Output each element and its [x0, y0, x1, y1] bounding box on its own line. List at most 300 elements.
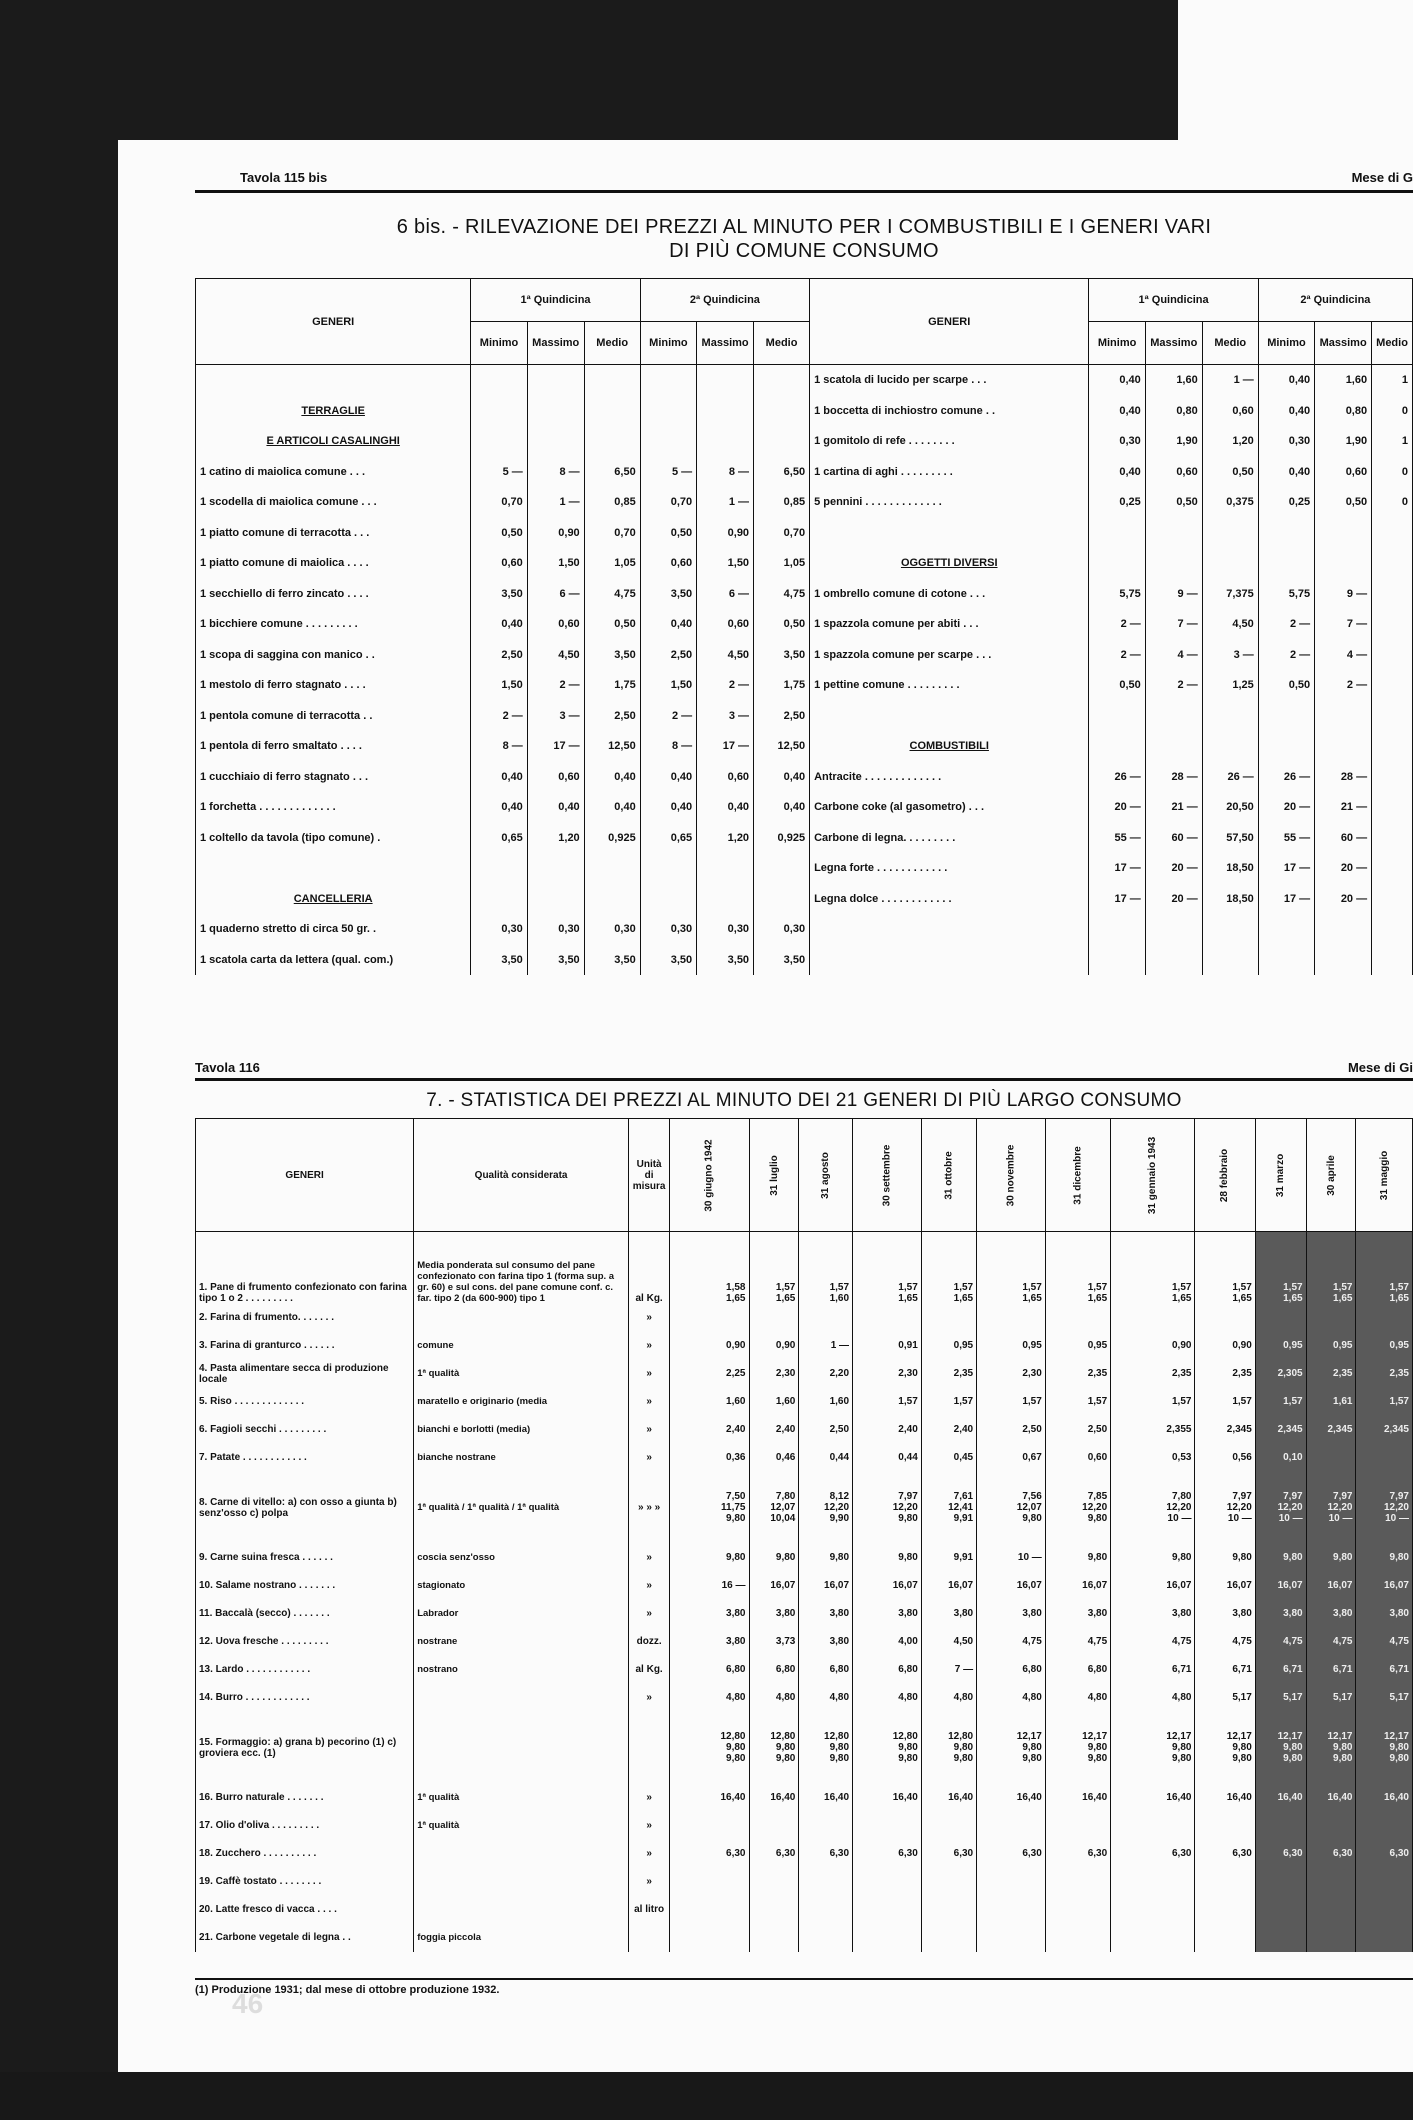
price-cell [921, 1924, 976, 1952]
price-line: 9,80 [1022, 1742, 1042, 1753]
price-cell: 1,05 [584, 548, 640, 579]
price-cell: 2,50 [977, 1416, 1046, 1444]
price-cell: 20 — [1315, 884, 1372, 915]
qualita-label: foggia piccola [414, 1924, 629, 1952]
table2-row [196, 1332, 1413, 1360]
section-title-right: OGGETTI DIVERSI [810, 548, 1089, 579]
table2-row [196, 1544, 1413, 1572]
price-cell: 0,70 [640, 487, 696, 518]
price-cell: 9,80 [1111, 1544, 1195, 1572]
price-cell: 2,345 [1255, 1416, 1306, 1444]
price-line: 12,80 [824, 1731, 850, 1742]
item-label-left: 1 bicchiere comune . . . . . . . . . [196, 609, 471, 640]
price-line: 9,80 [1087, 1753, 1108, 1764]
price-cell [1372, 792, 1413, 823]
price-cell [1045, 1472, 1110, 1544]
price-line: 9,80 [1333, 1753, 1353, 1764]
empty-cell [810, 914, 1089, 945]
price-cell: 6,30 [921, 1840, 976, 1868]
price-cell: 0,40 [584, 762, 640, 793]
price-cell: 9,91 [921, 1544, 976, 1572]
price-line: 1,65 [1283, 1292, 1303, 1304]
price-cell: 0,67 [977, 1444, 1046, 1472]
price-line: 9,80 [1333, 1742, 1353, 1753]
empty-cell [1315, 701, 1372, 732]
price-cell: 0,25 [1258, 487, 1314, 518]
price-line: 9,80 [1232, 1742, 1252, 1753]
unita-label: » [628, 1388, 669, 1416]
col-medio: Medio [1202, 322, 1258, 365]
table1-row [196, 731, 1413, 762]
price-cell [670, 1472, 749, 1544]
price-cell: 20,50 [1202, 792, 1258, 823]
table1-row [196, 823, 1413, 854]
table2-row [196, 1684, 1413, 1712]
price-cell [799, 1896, 853, 1924]
genere-label: 17. Olio d'oliva . . . . . . . . . [196, 1812, 414, 1840]
price-cell: 0,95 [1356, 1332, 1413, 1360]
price-line: 9,80 [726, 1513, 746, 1524]
price-cell [749, 1232, 799, 1304]
table2-row [196, 1472, 1413, 1544]
price-cell [1356, 1896, 1413, 1924]
price-line: 9,80 [1087, 1742, 1108, 1753]
price-cell: 0,40 [471, 762, 527, 793]
col-date-label: 30 novembre [1005, 1144, 1017, 1206]
price-cell: 5,17 [1255, 1684, 1306, 1712]
price-cell: 0,50 [1315, 487, 1372, 518]
price-cell: 1,57 [1111, 1388, 1195, 1416]
price-cell: 0,50 [1145, 487, 1202, 518]
genere-label: 21. Carbone vegetale di legna . . [196, 1924, 414, 1952]
price-cell: 26 — [1258, 762, 1314, 793]
table1-title-line2: DI PIÙ COMUNE CONSUMO [669, 240, 939, 262]
price-cell: 9,80 [1045, 1544, 1110, 1572]
unita-label: » [628, 1784, 669, 1812]
item-label-left: 1 piatto comune di terracotta . . . [196, 518, 471, 549]
price-cell: 2 — [527, 670, 584, 701]
price-cell [1045, 1304, 1110, 1332]
empty-cell [1258, 945, 1314, 976]
price-line: 1,57 [1022, 1281, 1042, 1293]
price-cell: 0,40 [471, 609, 527, 640]
col-minimo: Minimo [471, 322, 527, 365]
price-cell: 0,30 [527, 914, 584, 945]
price-cell [977, 1232, 1046, 1304]
price-cell: 3,80 [799, 1600, 853, 1628]
price-cell: 0,30 [471, 914, 527, 945]
price-cell [749, 1304, 799, 1332]
price-cell: 7,375 [1202, 579, 1258, 610]
price-cell: 0,80 [1145, 396, 1202, 427]
empty-cell [471, 426, 527, 457]
price-cell: 3,50 [640, 945, 696, 976]
price-line: 7,85 [1087, 1491, 1108, 1502]
price-cell: 3,50 [640, 579, 696, 610]
price-cell: 3,50 [697, 945, 754, 976]
price-cell: 4,75 [1111, 1628, 1195, 1656]
table1-row [196, 853, 1413, 884]
price-cell [670, 1812, 749, 1840]
price-cell: 0,50 [471, 518, 527, 549]
price-cell: 2,50 [640, 640, 696, 671]
price-cell: 2 — [1089, 640, 1145, 671]
price-line: 7,50 [726, 1491, 746, 1502]
price-line: 12,07 [1016, 1502, 1042, 1513]
empty-cell [1372, 914, 1413, 945]
price-cell: 2 — [697, 670, 754, 701]
empty-cell [640, 853, 696, 884]
price-cell [1306, 1444, 1356, 1472]
price-cell: 6,30 [1111, 1840, 1195, 1868]
price-cell [1195, 1812, 1255, 1840]
price-line: 9,80 [1171, 1753, 1192, 1764]
col-date-label: 30 giugno 1942 [703, 1138, 715, 1212]
price-cell: 16,07 [749, 1572, 799, 1600]
price-cell: 0,40 [640, 609, 696, 640]
price-line: 1,60 [829, 1292, 850, 1304]
price-cell: 0,60 [640, 548, 696, 579]
genere-label: 11. Baccalà (secco) . . . . . . . [196, 1600, 414, 1628]
price-cell: 2 — [1258, 609, 1314, 640]
empty-cell [1372, 518, 1413, 549]
price-line: 1,65 [1232, 1292, 1252, 1304]
price-cell: 9,80 [799, 1544, 853, 1572]
price-line: 12,17 [1327, 1731, 1353, 1742]
empty-cell [1202, 518, 1258, 549]
price-cell: 4,75 [1195, 1628, 1255, 1656]
genere-label: 7. Patate . . . . . . . . . . . . [196, 1444, 414, 1472]
price-cell: 3,80 [1195, 1600, 1255, 1628]
empty-cell [1145, 701, 1202, 732]
empty-cell [1315, 548, 1372, 579]
price-cell: 2 — [1089, 609, 1145, 640]
price-cell: 0,53 [1111, 1444, 1195, 1472]
price-line: 9,80 [726, 1742, 746, 1753]
price-cell [1195, 1232, 1255, 1304]
section-title-right: COMBUSTIBILI [810, 731, 1089, 762]
col-generi-left: GENERI [196, 279, 471, 365]
col-date [670, 1119, 749, 1232]
price-cell: 16,40 [749, 1784, 799, 1812]
price-cell: 5 — [640, 457, 696, 488]
empty-cell [1258, 548, 1314, 579]
price-cell: 0,925 [584, 823, 640, 854]
price-cell: 16,40 [1255, 1784, 1306, 1812]
table1-row [196, 640, 1413, 671]
col-date-label: 31 maggio [1378, 1150, 1390, 1200]
price-cell [1372, 853, 1413, 884]
table2-title: 7. - STATISTICA DEI PREZZI AL MINUTO DEI 21 GENERI DI PIÙ LARGO CONSUMO [426, 1090, 1182, 1111]
col-date [853, 1119, 922, 1232]
price-cell [1045, 1924, 1110, 1952]
price-cell: 9,80 [749, 1544, 799, 1572]
price-line: 9,80 [1022, 1513, 1042, 1524]
item-label-left: 1 pentola comune di terracotta . . [196, 701, 471, 732]
empty-cell [697, 853, 754, 884]
empty-cell [754, 365, 810, 396]
empty-cell [810, 701, 1089, 732]
price-cell [1356, 1868, 1413, 1896]
price-line: 7,97 [1232, 1491, 1252, 1502]
price-cell: 16,07 [1045, 1572, 1110, 1600]
price-cell: 9,80 [1306, 1544, 1356, 1572]
price-line: 1,57 [1171, 1281, 1192, 1293]
price-cell: 0,50 [1089, 670, 1145, 701]
col-date-label: 31 marzo [1275, 1153, 1287, 1197]
price-cell: 16,40 [1195, 1784, 1255, 1812]
price-cell: 2,35 [921, 1360, 976, 1388]
price-cell: 1,60 [749, 1388, 799, 1416]
price-cell: 9,80 [1255, 1544, 1306, 1572]
price-line: 12,17 [1277, 1731, 1303, 1742]
price-cell: 6,30 [977, 1840, 1046, 1868]
col-date-label: 31 gennaio 1943 [1147, 1136, 1159, 1214]
price-cell: 2,345 [1306, 1416, 1356, 1444]
price-cell [921, 1472, 976, 1544]
price-line: 12,20 [1383, 1502, 1409, 1513]
price-cell: 2,50 [799, 1416, 853, 1444]
empty-cell [584, 884, 640, 915]
price-cell: 3,80 [670, 1628, 749, 1656]
price-cell: 4,80 [977, 1684, 1046, 1712]
price-cell: 0,70 [471, 487, 527, 518]
price-cell [1045, 1232, 1110, 1304]
price-cell: 8 — [697, 457, 754, 488]
price-cell: 4,50 [1202, 609, 1258, 640]
price-cell: 16,40 [1306, 1784, 1356, 1812]
price-cell [1356, 1472, 1413, 1544]
price-cell: 3 — [1202, 640, 1258, 671]
col-date-label: 30 aprile [1325, 1154, 1337, 1196]
price-line: 1,57 [1333, 1281, 1353, 1293]
price-cell: 0,60 [697, 609, 754, 640]
price-cell: 16,07 [799, 1572, 853, 1600]
col-unita: Unità di misura [628, 1119, 669, 1232]
price-cell: 0,40 [527, 792, 584, 823]
price-cell: 10 — [977, 1544, 1046, 1572]
genere-label: 10. Salame nostrano . . . . . . . [196, 1572, 414, 1600]
price-cell: 16,40 [799, 1784, 853, 1812]
price-cell: 55 — [1258, 823, 1314, 854]
qualita-label: coscia senz'osso [414, 1544, 629, 1572]
price-cell: 6,30 [749, 1840, 799, 1868]
price-cell: 0,90 [1111, 1332, 1195, 1360]
unita-label: » [628, 1600, 669, 1628]
price-cell: 1,75 [754, 670, 810, 701]
price-cell: 16,07 [977, 1572, 1046, 1600]
price-cell [1372, 823, 1413, 854]
price-cell: 2,345 [1356, 1416, 1413, 1444]
scan-dark-border-top [118, 0, 1178, 140]
price-cell [1356, 1924, 1413, 1952]
qualita-label: Media ponderata sul consumo del pane confezionato con farina tipo 1 (forma sup. a gr. 60) e sul cons. del pane comune conf. c. far. tipo 2 (da 600-900) tipo 1 [414, 1232, 629, 1304]
price-cell [799, 1712, 853, 1784]
price-cell [1111, 1812, 1195, 1840]
price-line: 12,41 [948, 1502, 974, 1513]
price-cell [1255, 1472, 1306, 1544]
price-line: 9,80 [1283, 1753, 1303, 1764]
price-cell [670, 1304, 749, 1332]
price-cell: 6,71 [1306, 1656, 1356, 1684]
empty-cell [1372, 731, 1413, 762]
price-cell: 1 — [799, 1332, 853, 1360]
col-generi-right: GENERI [810, 279, 1089, 365]
table1-row [196, 579, 1413, 610]
price-line: 9,80 [726, 1753, 746, 1764]
price-cell: 3,50 [471, 579, 527, 610]
table1-row [196, 884, 1413, 915]
table1-row [196, 426, 1413, 457]
price-cell [670, 1924, 749, 1952]
price-cell: 4,75 [1255, 1628, 1306, 1656]
qualita-label [414, 1896, 629, 1924]
table2-row [196, 1628, 1413, 1656]
price-cell: 2,50 [754, 701, 810, 732]
price-line: 1,57 [1389, 1281, 1409, 1293]
price-cell [1356, 1232, 1413, 1304]
price-cell: 0,40 [754, 792, 810, 823]
empty-cell [1089, 701, 1145, 732]
price-cell: 6,30 [799, 1840, 853, 1868]
price-line: 1,65 [1022, 1292, 1042, 1304]
table2-row [196, 1712, 1413, 1784]
col-date [1255, 1119, 1306, 1232]
col-date-label: 31 dicembre [1072, 1145, 1084, 1205]
unita-label: al Kg. [628, 1656, 669, 1684]
price-cell: 3,50 [527, 945, 584, 976]
unita-label: » [628, 1572, 669, 1600]
price-line: 9,80 [829, 1753, 850, 1764]
price-cell: 21 — [1145, 792, 1202, 823]
price-cell: 0,10 [1255, 1444, 1306, 1472]
price-cell [977, 1304, 1046, 1332]
empty-cell [1089, 518, 1145, 549]
qualita-label: comune [414, 1332, 629, 1360]
item-label-left: 1 piatto comune di maiolica . . . . [196, 548, 471, 579]
section-title-left: CANCELLERIA [196, 884, 471, 915]
price-cell: 0,30 [640, 914, 696, 945]
price-cell [1306, 1304, 1356, 1332]
price-cell: 2 — [1145, 670, 1202, 701]
price-cell: 16,40 [1356, 1784, 1413, 1812]
price-line: 7,80 [1171, 1491, 1192, 1502]
genere-label: 9. Carne suina fresca . . . . . . [196, 1544, 414, 1572]
price-cell: 6,30 [1255, 1840, 1306, 1868]
price-cell: 0,50 [754, 609, 810, 640]
price-cell: 0,44 [799, 1444, 853, 1472]
price-cell: 7 — [1145, 609, 1202, 640]
price-line: 1,65 [898, 1292, 918, 1304]
price-cell: 3,50 [584, 945, 640, 976]
empty-cell [527, 426, 584, 457]
price-cell: 0,95 [1045, 1332, 1110, 1360]
unita-label [628, 1924, 669, 1952]
price-cell [921, 1712, 976, 1784]
price-line: 7,80 [775, 1491, 796, 1502]
table2-row [196, 1924, 1413, 1952]
price-cell: 0,60 [1045, 1444, 1110, 1472]
empty-cell [1145, 548, 1202, 579]
table1-row [196, 518, 1413, 549]
price-cell: 6,50 [754, 457, 810, 488]
price-cell: 16 — [670, 1572, 749, 1600]
section-title-left: TERRAGLIE [196, 396, 471, 427]
price-line: 10 — [1385, 1513, 1409, 1524]
item-label-right: Legna forte . . . . . . . . . . . . [810, 853, 1089, 884]
table1-row [196, 792, 1413, 823]
price-cell: 6,30 [1306, 1840, 1356, 1868]
col-generi: GENERI [196, 1119, 414, 1232]
price-line: 1,65 [775, 1292, 796, 1304]
empty-cell [754, 884, 810, 915]
item-label-right: Carbone coke (al gasometro) . . . [810, 792, 1089, 823]
table1-row [196, 365, 1413, 396]
item-label-left: 1 cucchiaio di ferro stagnato . . . [196, 762, 471, 793]
price-cell [921, 1304, 976, 1332]
price-cell: 0,50 [584, 609, 640, 640]
price-cell: 0,40 [1258, 365, 1314, 396]
price-cell: 2,50 [1045, 1416, 1110, 1444]
price-line: 9,80 [775, 1753, 796, 1764]
price-line: 1,65 [726, 1292, 746, 1304]
col-date [1045, 1119, 1110, 1232]
price-line: 9,80 [1389, 1742, 1409, 1753]
price-cell: 3,50 [754, 945, 810, 976]
price-cell: 1 — [527, 487, 584, 518]
price-cell: 3,80 [1306, 1600, 1356, 1628]
empty-cell [1202, 945, 1258, 976]
document-page [195, 160, 1413, 2080]
empty-cell [1089, 548, 1145, 579]
price-cell: 6,71 [1255, 1656, 1306, 1684]
empty-cell [1089, 914, 1145, 945]
price-cell: 0,60 [1202, 396, 1258, 427]
price-cell: 16,07 [1356, 1572, 1413, 1600]
price-cell [1306, 1812, 1356, 1840]
price-cell: 0,90 [697, 518, 754, 549]
price-cell: 3,80 [749, 1600, 799, 1628]
price-cell [977, 1812, 1046, 1840]
empty-cell [1315, 914, 1372, 945]
item-label-right: 1 boccetta di inchiostro comune . . [810, 396, 1089, 427]
empty-cell [697, 426, 754, 457]
price-line: 1,57 [953, 1281, 974, 1293]
col-massimo: Massimo [697, 322, 754, 365]
item-label-left: 1 scopa di saggina con manico . . [196, 640, 471, 671]
empty-cell [1089, 945, 1145, 976]
price-cell: 6,71 [1111, 1656, 1195, 1684]
col-massimo: Massimo [1145, 322, 1202, 365]
price-cell: 1,57 [977, 1388, 1046, 1416]
price-cell: 1,90 [1315, 426, 1372, 457]
price-cell: 3,80 [853, 1600, 922, 1628]
empty-cell [640, 396, 696, 427]
price-cell: 0,40 [1089, 365, 1145, 396]
price-cell: 1,50 [640, 670, 696, 701]
price-cell: 55 — [1089, 823, 1145, 854]
item-label-right: 1 spazzola comune per scarpe . . . [810, 640, 1089, 671]
price-line: 9,91 [953, 1513, 974, 1524]
price-cell: 4,75 [1356, 1628, 1413, 1656]
price-cell: 16,40 [921, 1784, 976, 1812]
qualita-label: 1ª qualità [414, 1784, 629, 1812]
price-line: 7,97 [898, 1491, 918, 1502]
price-cell: 8 — [640, 731, 696, 762]
price-line: 9,80 [1171, 1742, 1192, 1753]
price-line: 10 — [1167, 1513, 1192, 1524]
price-cell: 2,35 [1195, 1360, 1255, 1388]
